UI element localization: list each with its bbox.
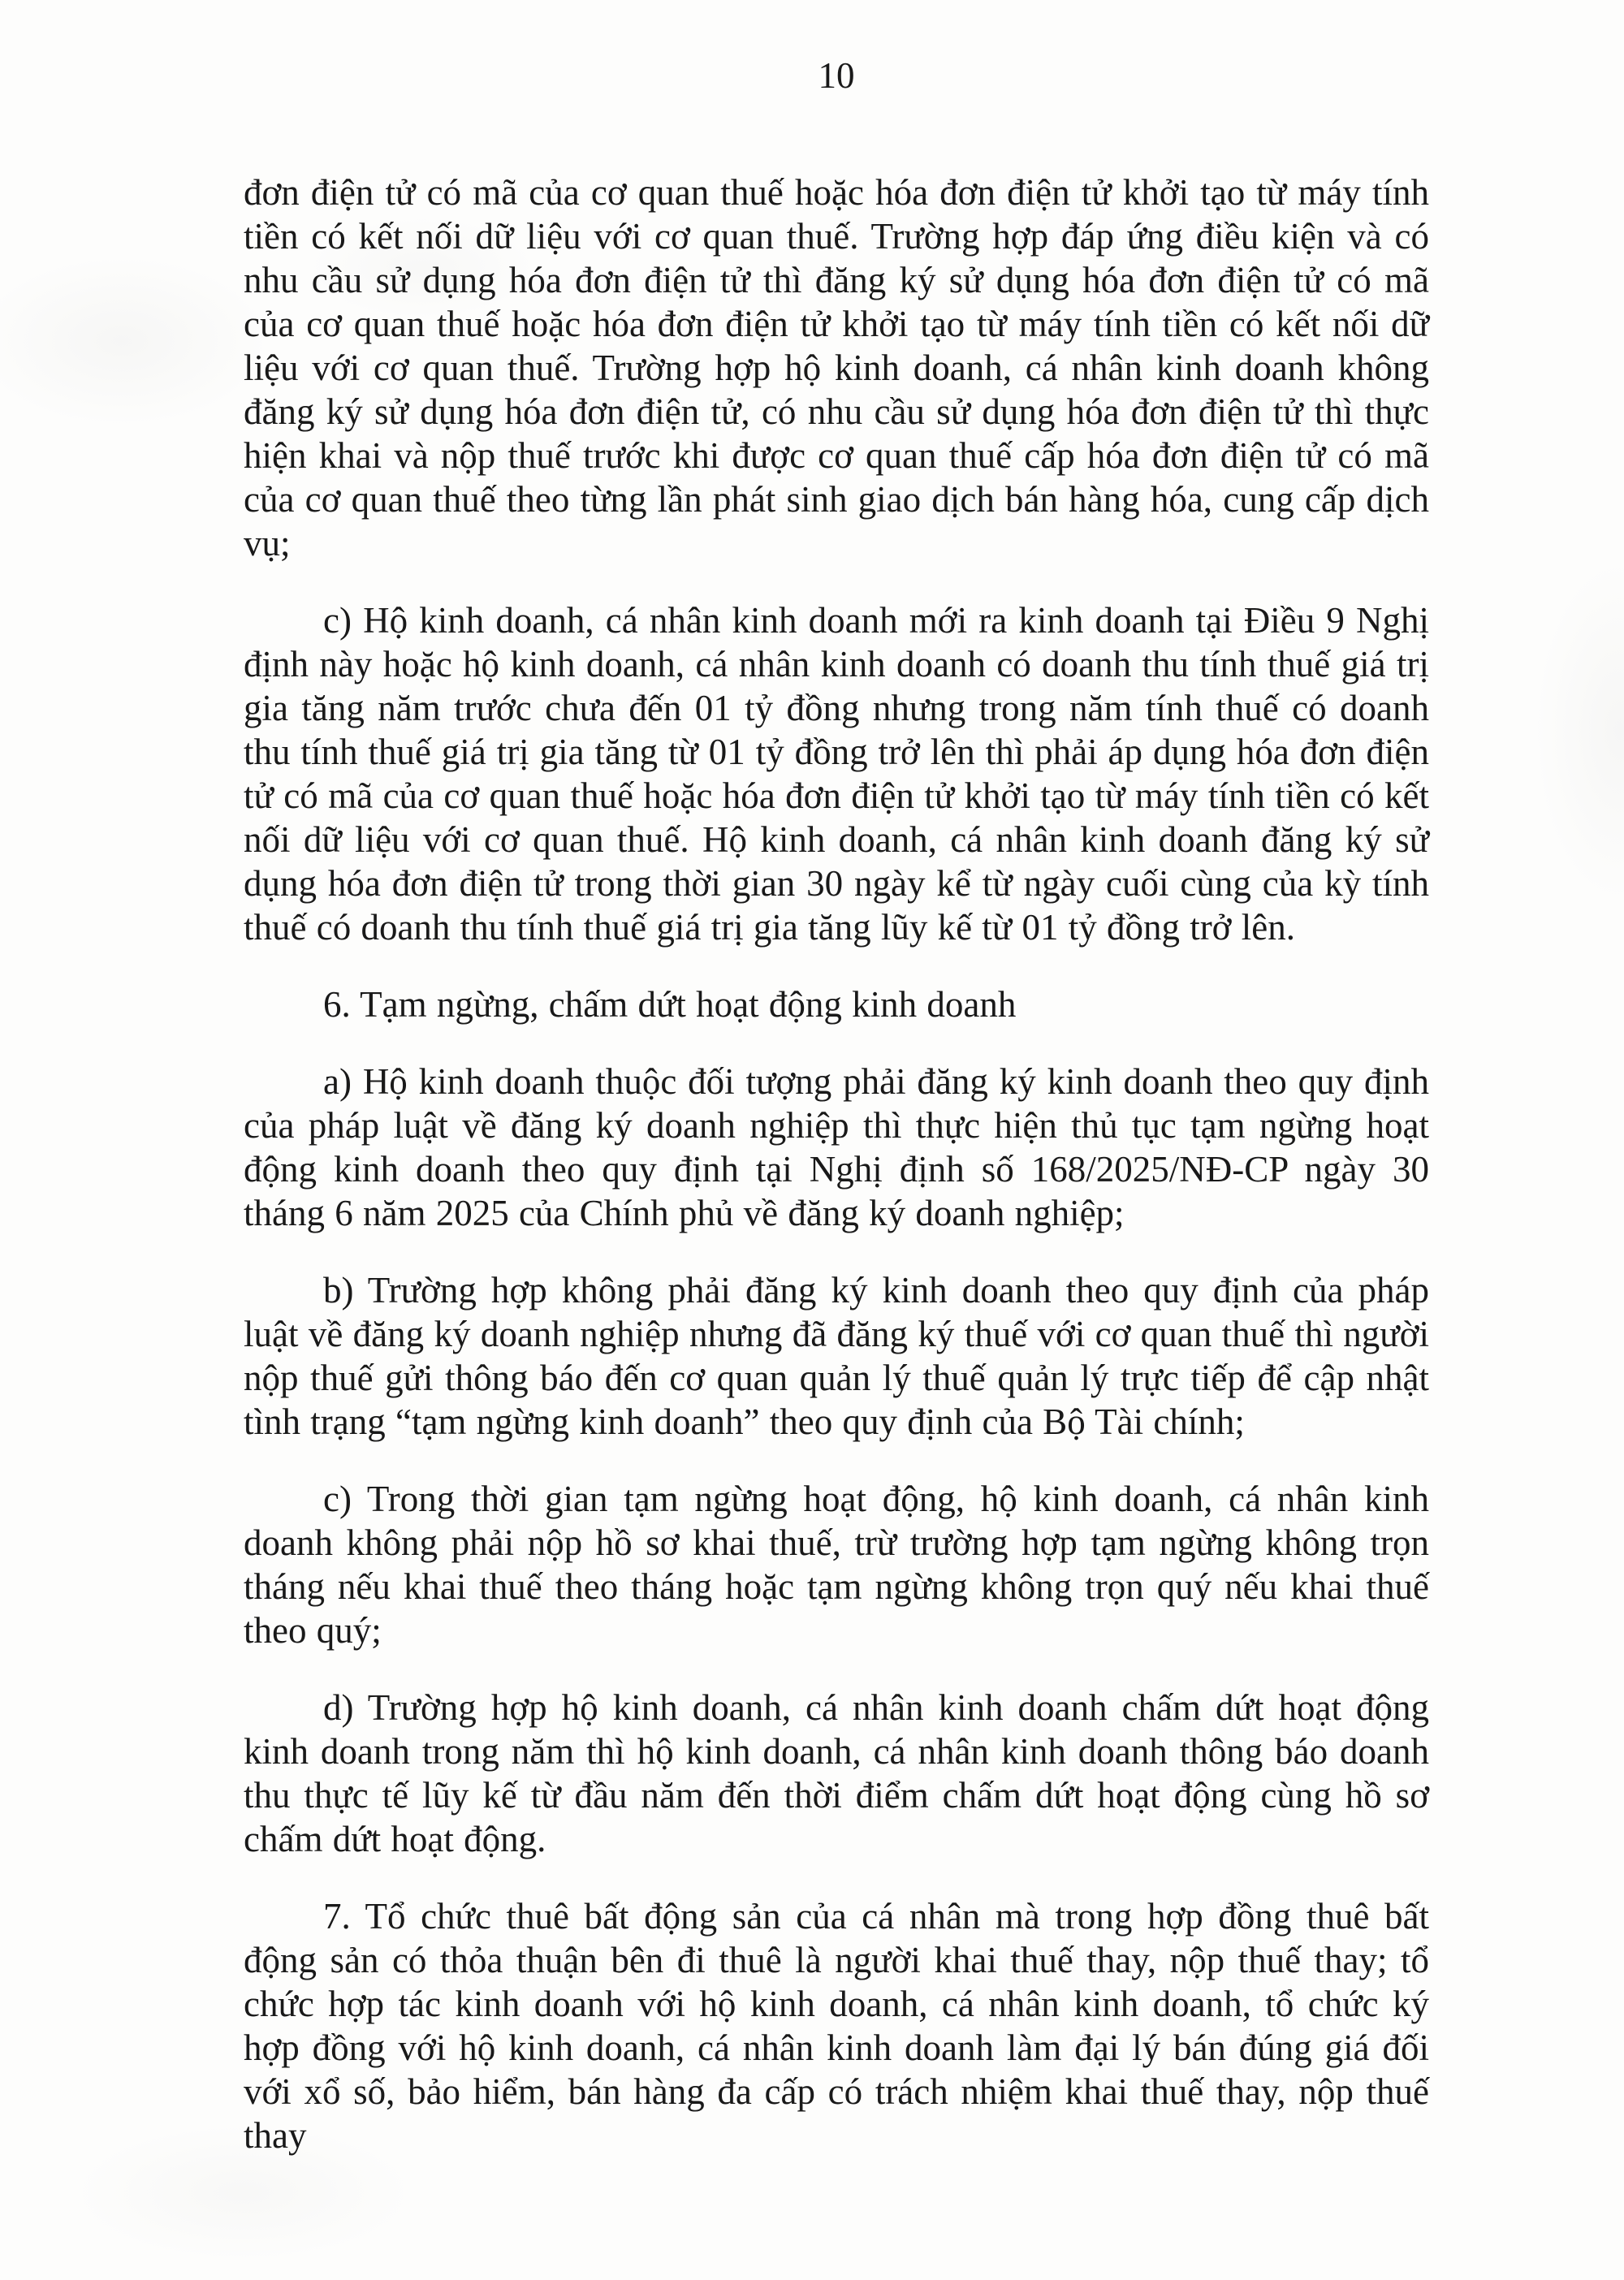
text-block (244, 171, 1429, 2157)
paragraph-point-c-suspension: c) Trong thời gian tạm ngừng hoạt động, hộ kinh doanh, cá nhân kinh doanh không phải nộp hồ sơ khai thuế, trừ trường hợp tạm ngừng không trọn tháng nếu khai thuế theo tháng hoặc tạm ngừng không trọn quý nếu khai thuế theo quý; (244, 1479, 1429, 1651)
paragraph-point-a: a) Hộ kinh doanh thuộc đối tượng phải đăng ký kinh doanh theo quy định của pháp luật về đăng ký doanh nghiệp thì thực hiện thủ tục tạm ngừng hoạt động kinh doanh theo quy định tại Nghị định số 168/2025/NĐ-CP ngày 30 tháng 6 năm 2025 của Chính phủ về đăng ký doanh nghiệp; (244, 1061, 1429, 1233)
paragraph-point-c-invoice: c) Hộ kinh doanh, cá nhân kinh doanh mới ra kinh doanh tại Điều 9 Nghị định này hoặc hộ kinh doanh, cá nhân kinh doanh có doanh thu tính thuế giá trị gia tăng năm trước chưa đến 01 tỷ đồng nhưng trong năm tính thuế có doanh thu tính thuế giá trị gia tăng từ 01 tỷ đồng trở lên thì phải áp dụng hóa đơn điện tử có mã của cơ quan thuế hoặc hóa đơn điện tử khởi tạo từ máy tính tiền có kết nối dữ liệu với cơ quan thuế. Hộ kinh doanh, cá nhân kinh doanh đăng ký sử dụng hóa đơn điện tử trong thời gian 30 ngày kể từ ngày cuối cùng của kỳ tính thuế có doanh thu tính thuế giá trị gia tăng lũy kế từ 01 tỷ đồng trở lên. (244, 600, 1429, 948)
paragraph-section-7: 7. Tổ chức thuê bất động sản của cá nhân mà trong hợp đồng thuê bất động sản có thỏa thuận bên đi thuê là người khai thuế thay, nộp thuế thay; tổ chức hợp tác kinh doanh với hộ kinh doanh, cá nhân kinh doanh, tổ chức ký hợp đồng với hộ kinh doanh, cá nhân kinh doanh làm đại lý bán đúng giá đối với xổ số, bảo hiểm, bán hàng đa cấp có trách nhiệm khai thuế thay, nộp thuế thay (244, 1896, 1429, 2156)
page-number: 10 (818, 55, 855, 96)
paragraph-continuation: đơn điện tử có mã của cơ quan thuế hoặc hóa đơn điện tử khởi tạo từ máy tính tiền có kết nối dữ liệu với cơ quan thuế. Trường hợp đáp ứng điều kiện và có nhu cầu sử dụng hóa đơn điện tử thì đăng ký sử dụng hóa đơn điện tử có mã của cơ quan thuế hoặc hóa đơn điện tử khởi tạo từ máy tính tiền có kết nối dữ liệu với cơ quan thuế. Trường hợp hộ kinh doanh, cá nhân kinh doanh không đăng ký sử dụng hóa đơn điện tử, có nhu cầu sử dụng hóa đơn điện tử thì thực hiện khai và nộp thuế trước khi được cơ quan thuế cấp hóa đơn điện tử có mã của cơ quan thuế theo từng lần phát sinh giao dịch bán hàng hóa, cung cấp dịch vụ; (244, 172, 1429, 564)
paragraph-point-b: b) Trường hợp không phải đăng ký kinh doanh theo quy định của pháp luật về đăng ký doanh nghiệp nhưng đã đăng ký thuế với cơ quan thuế thì người nộp thuế gửi thông báo đến cơ quan quản lý thuế quản lý trực tiếp để cập nhật tình trạng “tạm ngừng kinh doanh” theo quy định của Bộ Tài chính; (244, 1270, 1429, 1442)
section-heading-6: 6. Tạm ngừng, chấm dứt hoạt động kinh doanh (323, 984, 1017, 1025)
paragraph-point-d: d) Trường hợp hộ kinh doanh, cá nhân kinh doanh chấm dứt hoạt động kinh doanh trong năm thì hộ kinh doanh, cá nhân kinh doanh thông báo doanh thu thực tế lũy kế từ đầu năm đến thời điểm chấm dứt hoạt động cùng hồ sơ chấm dứt hoạt động. (244, 1687, 1429, 1859)
